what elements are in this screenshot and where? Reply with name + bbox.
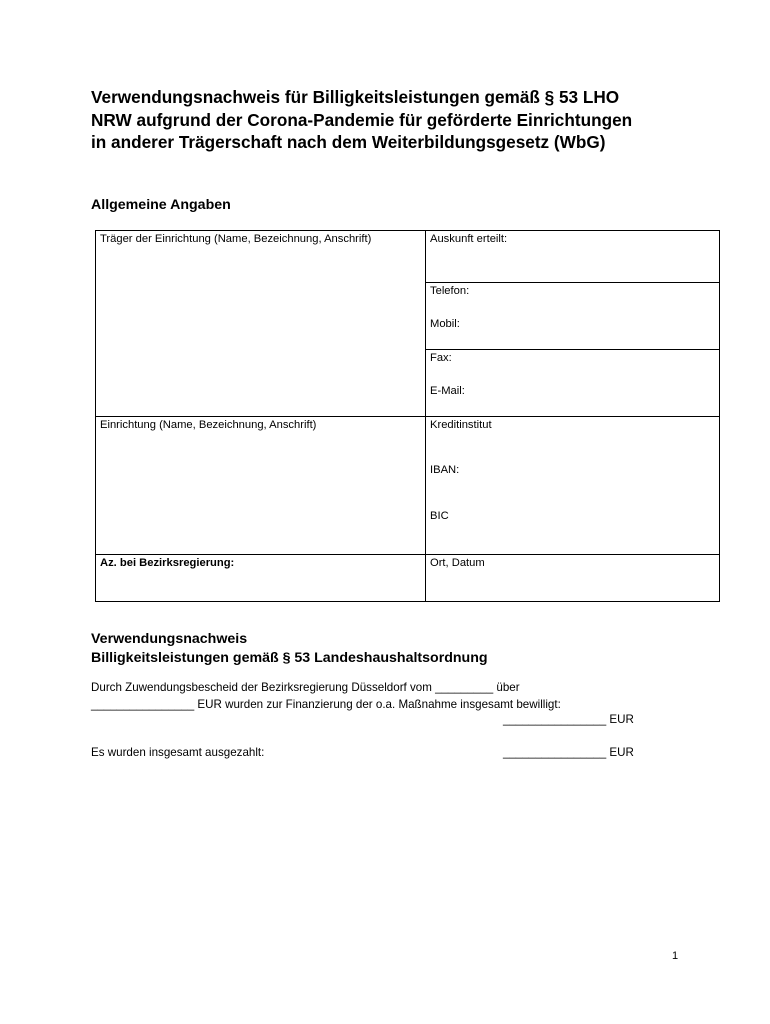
- einrichtung-cell[interactable]: [96, 417, 426, 555]
- fax-email-cell[interactable]: [426, 350, 720, 417]
- vn-heading-line-2: Billigkeitsleistungen gemäß § 53 Landeshaushaltsordnung: [91, 650, 488, 666]
- ort-datum-label: Ort, Datum: [430, 557, 485, 569]
- general-info-heading: Allgemeine Angaben: [91, 197, 231, 213]
- kreditinstitut-label: Kreditinstitut: [430, 419, 492, 431]
- auskunft-label: Auskunft erteilt:: [430, 233, 508, 245]
- bewilligt-amount[interactable]: ________________ EUR: [503, 713, 634, 726]
- bic-label: BIC: [430, 510, 449, 522]
- traeger-cell[interactable]: [96, 231, 426, 417]
- bescheid-line-2: ________________ EUR wurden zur Finanzierung der o.a. Maßnahme insgesamt bewilligt:: [91, 698, 561, 711]
- fax-label: Fax:: [430, 352, 452, 364]
- auskunft-cell[interactable]: [426, 231, 720, 283]
- bescheid-line-1: Durch Zuwendungsbescheid der Bezirksregierung Düsseldorf vom _________ über: [91, 681, 520, 694]
- einrichtung-label: Einrichtung (Name, Bezeichnung, Anschrift): [100, 419, 317, 431]
- aktenzeichen-cell[interactable]: [96, 555, 426, 602]
- vn-heading-line-1: Verwendungsnachweis: [91, 631, 248, 647]
- aktenzeichen-label: Az. bei Bezirksregierung:: [100, 557, 235, 569]
- title-line-1: Verwendungsnachweis für Billigkeitsleistungen gemäß § 53 LHO: [91, 87, 620, 107]
- ausgezahlt-label: Es wurden insgesamt ausgezahlt:: [91, 746, 265, 759]
- page-number: 1: [672, 950, 679, 962]
- traeger-label: Träger der Einrichtung (Name, Bezeichnung, Anschrift): [100, 233, 372, 245]
- title-line-2: NRW aufgrund der Corona-Pandemie für geförderte Einrichtungen: [91, 109, 633, 130]
- bank-cell[interactable]: [426, 417, 720, 555]
- mobil-label: Mobil:: [430, 318, 460, 330]
- iban-label: IBAN:: [430, 464, 460, 476]
- telefon-mobil-cell[interactable]: [426, 283, 720, 350]
- ort-datum-cell[interactable]: [426, 555, 720, 602]
- general-info-table: [95, 230, 720, 602]
- email-label: E-Mail:: [430, 385, 465, 397]
- telefon-label: Telefon:: [430, 285, 470, 297]
- ausgezahlt-amount[interactable]: ________________ EUR: [503, 746, 634, 759]
- verwendungsnachweis-heading: [91, 630, 488, 668]
- title-line-3: in anderer Trägerschaft nach dem Weiterbildungsgesetz (WbG): [91, 132, 606, 152]
- document-title: [91, 86, 691, 154]
